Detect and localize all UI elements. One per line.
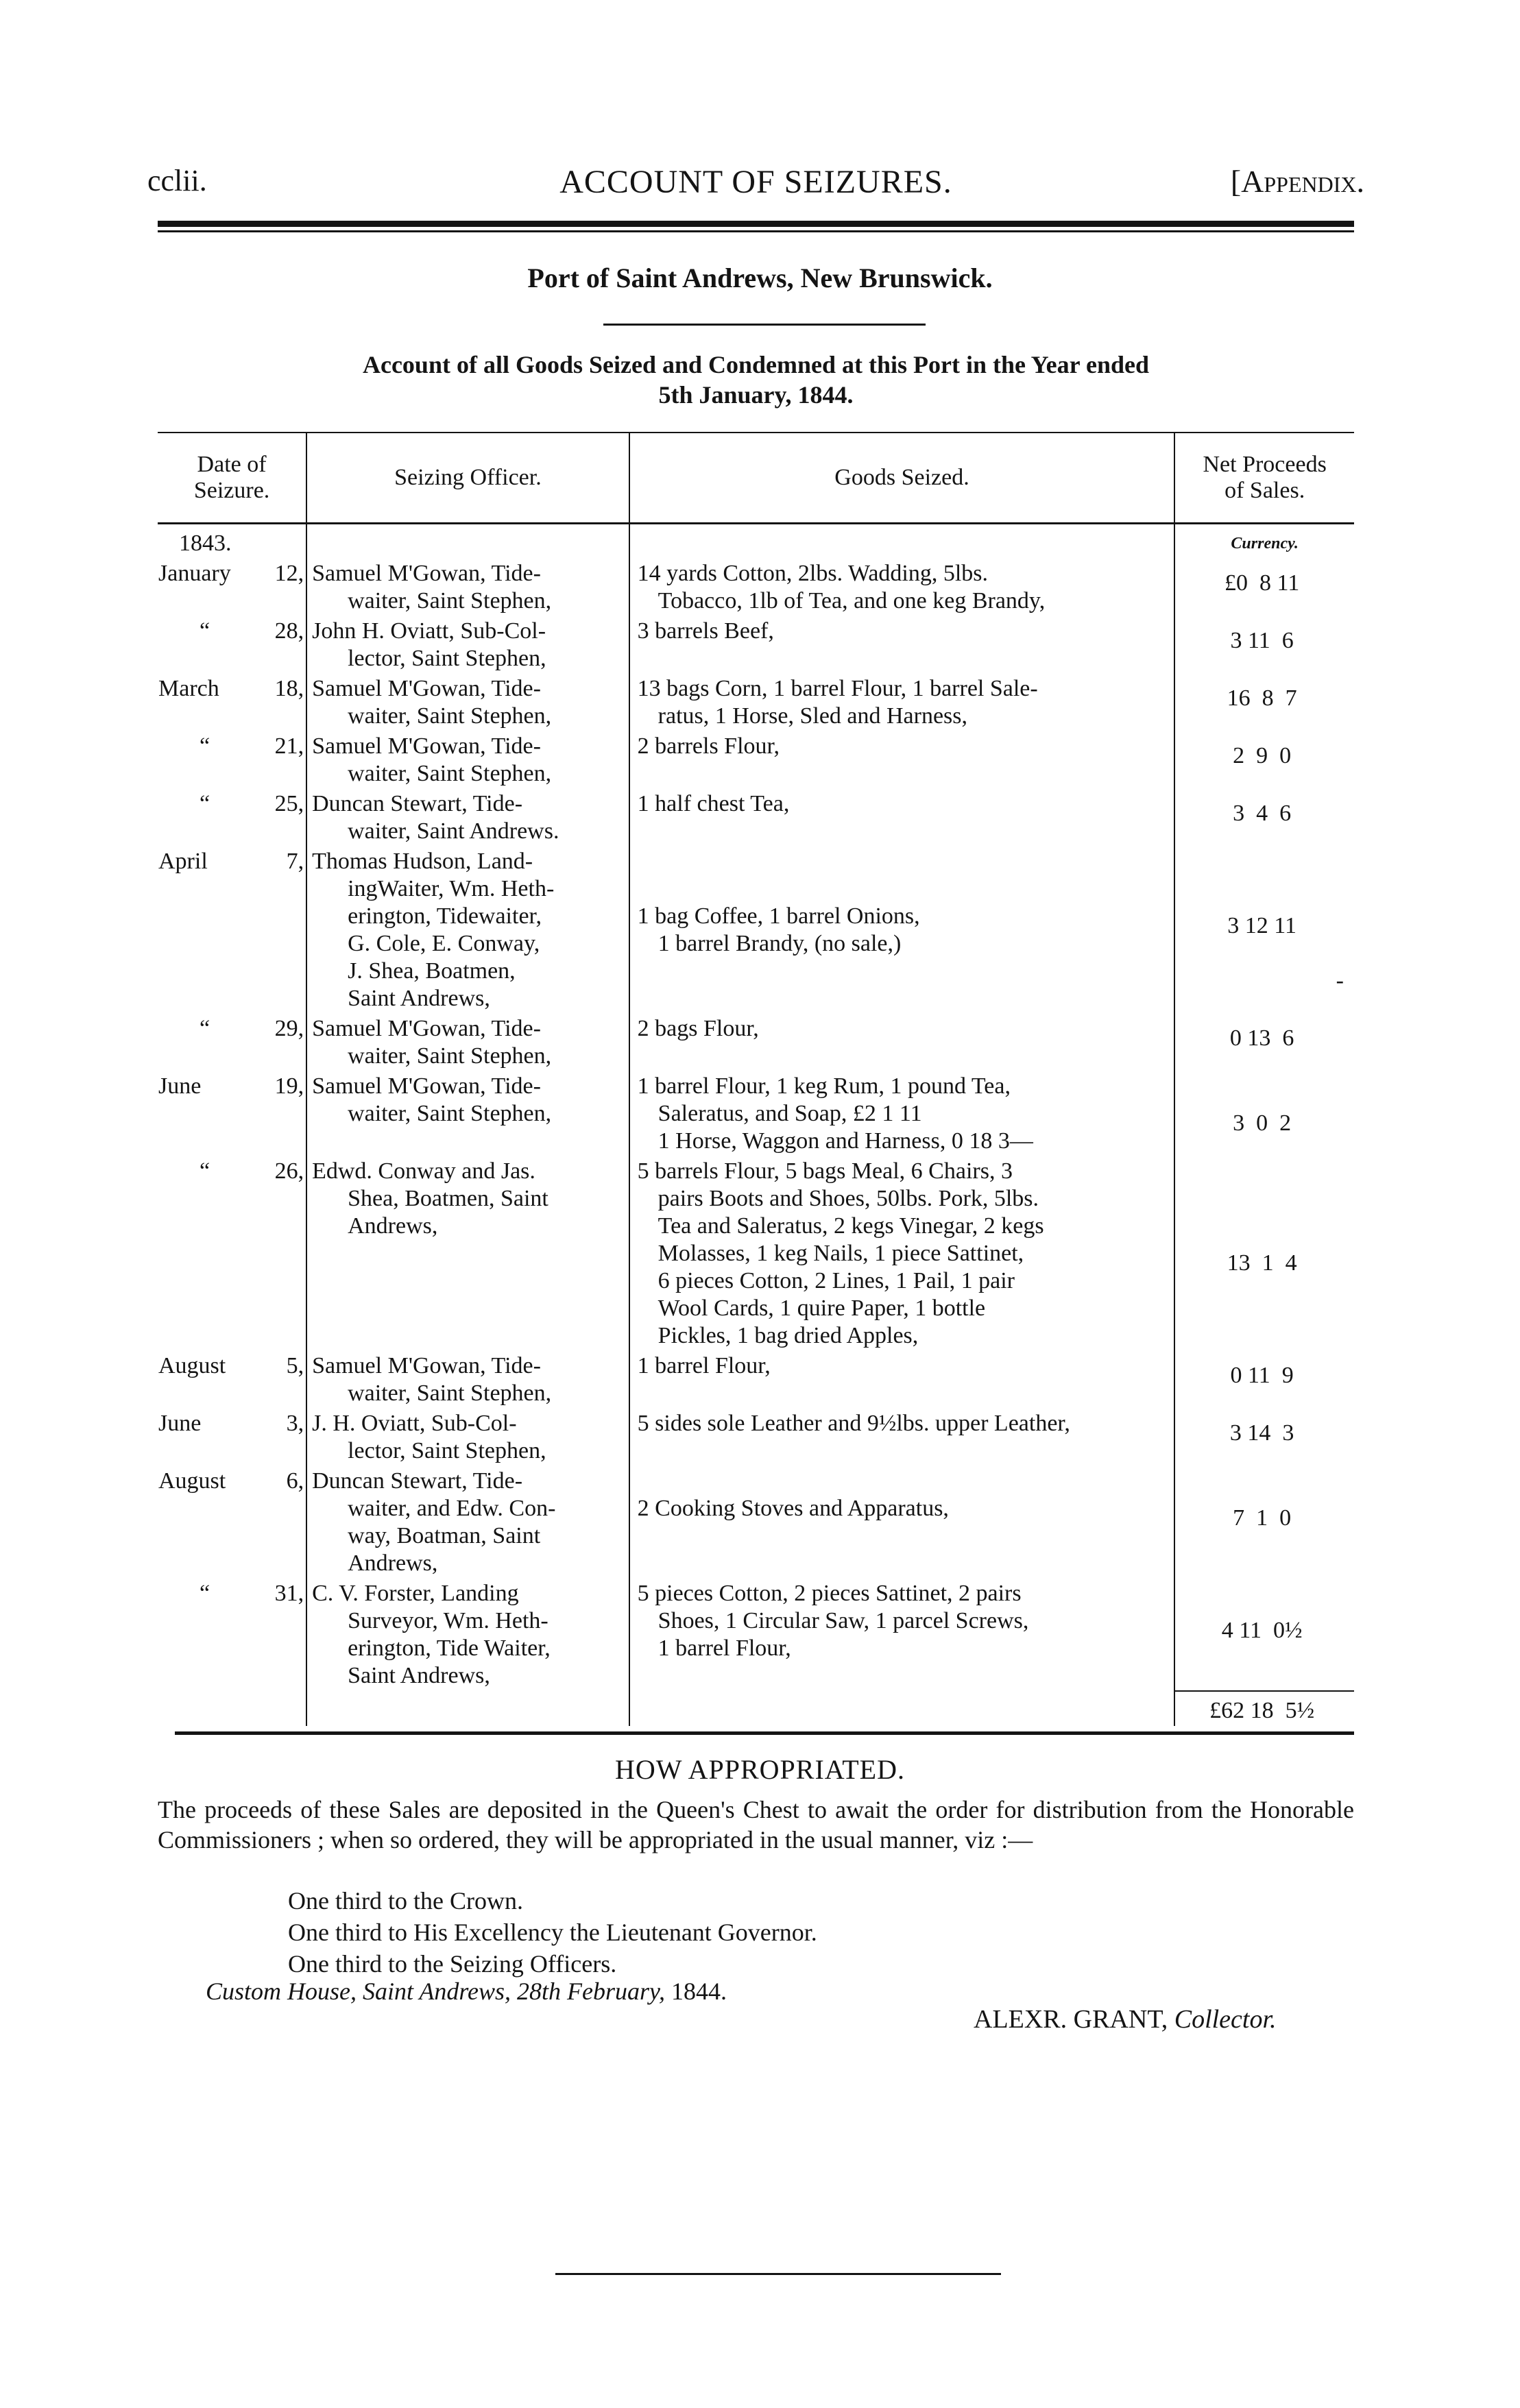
net-proceeds: 3 12 11: [1227, 913, 1297, 938]
table-row: [158, 559, 1354, 616]
goods-line: 14 yards Cotton, 2lbs. Wadding, 5lbs.: [637, 561, 989, 586]
net-proceeds: 13 1 4: [1227, 1250, 1297, 1276]
page-number: cclii.: [147, 164, 207, 197]
net-proceeds: 3 14 3: [1229, 1420, 1294, 1446]
signature-title: Collector.: [1174, 2005, 1277, 2034]
place-date-year: 1844.: [671, 1978, 727, 2005]
net-proceeds-extra: -: [1336, 968, 1344, 993]
officer-line: Samuel M'Gowan, Tide-: [312, 1353, 541, 1378]
goods-line: 5 sides sole Leather and 9½lbs. upper Leather,: [637, 1411, 1070, 1436]
row-day: 28,: [274, 618, 304, 644]
table-bottom-rule: [175, 1731, 1354, 1735]
row-day: 18,: [274, 676, 304, 701]
goods-line: 3 barrels Beef,: [637, 618, 774, 644]
total-row: [158, 1691, 1354, 1726]
row-day: 6,: [286, 1468, 304, 1494]
net-proceeds: 3 11 6: [1230, 628, 1294, 653]
officer-line: waiter, Saint Stephen,: [348, 588, 552, 613]
goods-line: Tea and Saleratus, 2 kegs Vinegar, 2 kegs: [658, 1213, 1044, 1239]
goods-line: 1 bag Coffee, 1 barrel Onions,: [637, 903, 920, 929]
officer-line: Andrews,: [348, 1213, 438, 1239]
header-goods: Goods Seized.: [629, 433, 1175, 524]
net-proceeds: 16 8 7: [1227, 685, 1297, 711]
officer-line: Edwd. Conway and Jas.: [312, 1158, 535, 1184]
total-proceeds: £62 18 5½: [1209, 1698, 1315, 1723]
officer-line: Samuel M'Gowan, Tide-: [312, 676, 541, 701]
officer-line: erington, Tidewaiter,: [348, 903, 542, 929]
running-header: [147, 163, 1364, 204]
account-title: [158, 350, 1354, 410]
goods-line: 1 barrel Flour,: [658, 1635, 791, 1661]
goods-line: 2 Cooking Stoves and Apparatus,: [637, 1496, 949, 1521]
net-proceeds: 0 13 6: [1229, 1025, 1294, 1051]
goods-line: 6 pieces Cotton, 2 Lines, 1 Pail, 1 pair: [658, 1268, 1015, 1293]
net-proceeds: 2 9 0: [1233, 743, 1292, 768]
officer-line: Duncan Stewart, Tide-: [312, 1468, 523, 1494]
signature-name: ALEXR. GRANT,: [974, 2005, 1168, 2034]
table-row: [158, 1409, 1354, 1466]
officer-line: Saint Andrews,: [348, 1663, 490, 1688]
officer-line: Samuel M'Gowan, Tide-: [312, 561, 541, 586]
officer-line: waiter, Saint Stephen,: [348, 1101, 552, 1126]
net-proceeds: £0 8 11: [1225, 570, 1300, 596]
goods-line: Tobacco, 1lb of Tea, and one keg Brandy,: [658, 588, 1046, 613]
officer-line: waiter, Saint Stephen,: [348, 1381, 552, 1406]
header-rule-thin: [158, 230, 1354, 232]
row-day: 12,: [274, 561, 304, 586]
header-date-line2: Seizure.: [193, 478, 270, 503]
goods-line: 1 half chest Tea,: [637, 791, 790, 816]
signature: [974, 2004, 1277, 2034]
officer-line: ingWaiter, Wm. Heth-: [348, 876, 555, 901]
third-officers: One third to the Seizing Officers.: [288, 1950, 617, 1978]
net-proceeds: 3 0 2: [1233, 1110, 1292, 1136]
officer-line: waiter, Saint Stephen,: [348, 761, 552, 786]
goods-line: Saleratus, and Soap, £2 1 11: [658, 1101, 922, 1126]
goods-line: pairs Boots and Shoes, 50lbs. Pork, 5lbs.: [658, 1186, 1039, 1211]
goods-line: 2 bags Flour,: [637, 1016, 759, 1041]
officer-line: J. H. Oviatt, Sub-Col-: [312, 1411, 517, 1436]
officer-line: C. V. Forster, Landing: [312, 1581, 519, 1606]
row-day: 5,: [286, 1353, 304, 1378]
row-month: March: [158, 676, 219, 701]
third-crown: One third to the Crown.: [288, 1887, 523, 1914]
row-month: “: [200, 1016, 210, 1041]
officer-line: Saint Andrews,: [348, 986, 490, 1011]
row-month: “: [200, 733, 210, 759]
row-day: 29,: [274, 1016, 304, 1041]
row-day: 3,: [286, 1411, 304, 1436]
row-month: June: [158, 1411, 202, 1436]
row-day: 19,: [274, 1073, 304, 1099]
officer-line: Samuel M'Gowan, Tide-: [312, 1016, 541, 1041]
table-row: [158, 1466, 1354, 1579]
place-date-text: Custom House, Saint Andrews, 28th February,: [206, 1978, 666, 2005]
header-date: [158, 433, 306, 524]
officer-line: Surveyor, Wm. Heth-: [348, 1608, 548, 1633]
table-row: [158, 789, 1354, 847]
officer-line: waiter, Saint Stephen,: [348, 703, 552, 729]
goods-line: Wool Cards, 1 quire Paper, 1 bottle: [658, 1296, 986, 1321]
goods-line: 2 barrels Flour,: [637, 733, 780, 759]
title-divider: [603, 324, 926, 326]
goods-line: 1 Horse, Waggon and Harness, 0 18 3—: [658, 1128, 1033, 1154]
officer-line: waiter, Saint Andrews.: [348, 818, 559, 844]
officer-line: Duncan Stewart, Tide-: [312, 791, 523, 816]
net-proceeds: 4 11 0½: [1221, 1618, 1303, 1643]
currency-label: Currency.: [1231, 535, 1299, 552]
officer-line: Shea, Boatmen, Saint: [348, 1186, 548, 1211]
appendix-label: [Appendix.: [1230, 164, 1364, 199]
third-governor: One third to His Excellency the Lieutenant Governor.: [288, 1919, 817, 1946]
row-day: 7,: [286, 849, 304, 874]
officer-line: Andrews,: [348, 1550, 438, 1576]
account-title-line2: 5th January, 1844.: [658, 381, 854, 409]
row-month: April: [158, 849, 208, 874]
goods-line: 1 barrel Flour, 1 keg Rum, 1 pound Tea,: [637, 1073, 1011, 1099]
header-net-line2: of Sales.: [1225, 478, 1305, 503]
appropriation-heading: HOW APPROPRIATED.: [615, 1754, 905, 1785]
table-row: [158, 1351, 1354, 1409]
year-label: 1843.: [179, 531, 232, 556]
officer-line: lector, Saint Stephen,: [348, 646, 546, 671]
table-row: [158, 1579, 1354, 1691]
row-month: June: [158, 1073, 202, 1099]
goods-line: 5 barrels Flour, 5 bags Meal, 6 Chairs, 3: [637, 1158, 1013, 1184]
row-month: “: [200, 618, 210, 644]
place-date: [206, 1977, 727, 2006]
net-proceeds: 3 4 6: [1233, 801, 1292, 826]
header-net: [1174, 433, 1354, 524]
officer-line: Samuel M'Gowan, Tide-: [312, 1073, 541, 1099]
row-month: August: [158, 1468, 226, 1494]
header-rule-thick: [158, 221, 1354, 227]
officer-line: G. Cole, E. Conway,: [348, 931, 540, 956]
officer-line: J. Shea, Boatmen,: [348, 958, 516, 984]
port-title: Port of Saint Andrews, New Brunswick.: [527, 263, 993, 293]
goods-line: 13 bags Corn, 1 barrel Flour, 1 barrel Sale-: [637, 676, 1038, 701]
header-date-line1: Date of: [197, 452, 267, 477]
row-month: “: [200, 1158, 210, 1184]
table-row: [158, 847, 1354, 1014]
goods-line: ratus, 1 Horse, Sled and Harness,: [658, 703, 968, 729]
goods-line: Molasses, 1 keg Nails, 1 piece Sattinet,: [658, 1241, 1024, 1266]
table-row: [158, 731, 1354, 789]
goods-line: 1 barrel Flour,: [637, 1353, 771, 1378]
officer-line: Thomas Hudson, Land-: [312, 849, 533, 874]
officer-line: way, Boatman, Saint: [348, 1523, 541, 1548]
table-row: [158, 1156, 1354, 1351]
running-title: ACCOUNT OF SEIZURES.: [559, 164, 952, 200]
net-proceeds: 0 11 9: [1230, 1363, 1294, 1388]
officer-line: waiter, and Edw. Con-: [348, 1496, 556, 1521]
goods-line: Pickles, 1 bag dried Apples,: [658, 1323, 919, 1348]
table-row: [158, 616, 1354, 674]
table-row: [158, 674, 1354, 731]
table-row: [158, 1014, 1354, 1071]
header-officer: Seizing Officer.: [306, 433, 629, 524]
row-month: “: [200, 791, 210, 816]
net-proceeds: 7 1 0: [1233, 1505, 1292, 1531]
table-header-row: [158, 433, 1354, 524]
goods-line: Shoes, 1 Circular Saw, 1 parcel Screws,: [658, 1608, 1029, 1633]
footer-rule: [555, 2273, 1001, 2275]
officer-line: John H. Oviatt, Sub-Col-: [312, 618, 546, 644]
goods-line: 5 pieces Cotton, 2 pieces Sattinet, 2 pairs: [637, 1581, 1022, 1606]
officer-line: erington, Tide Waiter,: [348, 1635, 551, 1661]
header-net-line1: Net Proceeds: [1203, 452, 1327, 477]
officer-line: lector, Saint Stephen,: [348, 1438, 546, 1463]
officer-line: waiter, Saint Stephen,: [348, 1043, 552, 1069]
row-month: “: [200, 1581, 210, 1606]
seizures-table: [158, 432, 1354, 1726]
appropriation-paragraph: The proceeds of these Sales are deposited in the Queen's Chest to await the order for distribution from the Honorable Commissioners ; when so ordered, they will be appropriated in the usual manner, viz :—: [158, 1796, 1354, 1853]
row-day: 26,: [274, 1158, 304, 1184]
row-day: 21,: [274, 733, 304, 759]
row-day: 25,: [274, 791, 304, 816]
account-title-line1: Account of all Goods Seized and Condemned at this Port in the Year ended: [362, 351, 1150, 378]
row-month: August: [158, 1353, 226, 1378]
appropriation-list: [288, 1885, 817, 1980]
year-row: [158, 524, 1354, 559]
officer-line: Samuel M'Gowan, Tide-: [312, 733, 541, 759]
table-row: [158, 1071, 1354, 1156]
goods-line: 1 barrel Brandy, (no sale,): [658, 931, 902, 956]
row-day: 31,: [274, 1581, 304, 1606]
row-month: January: [158, 561, 231, 586]
